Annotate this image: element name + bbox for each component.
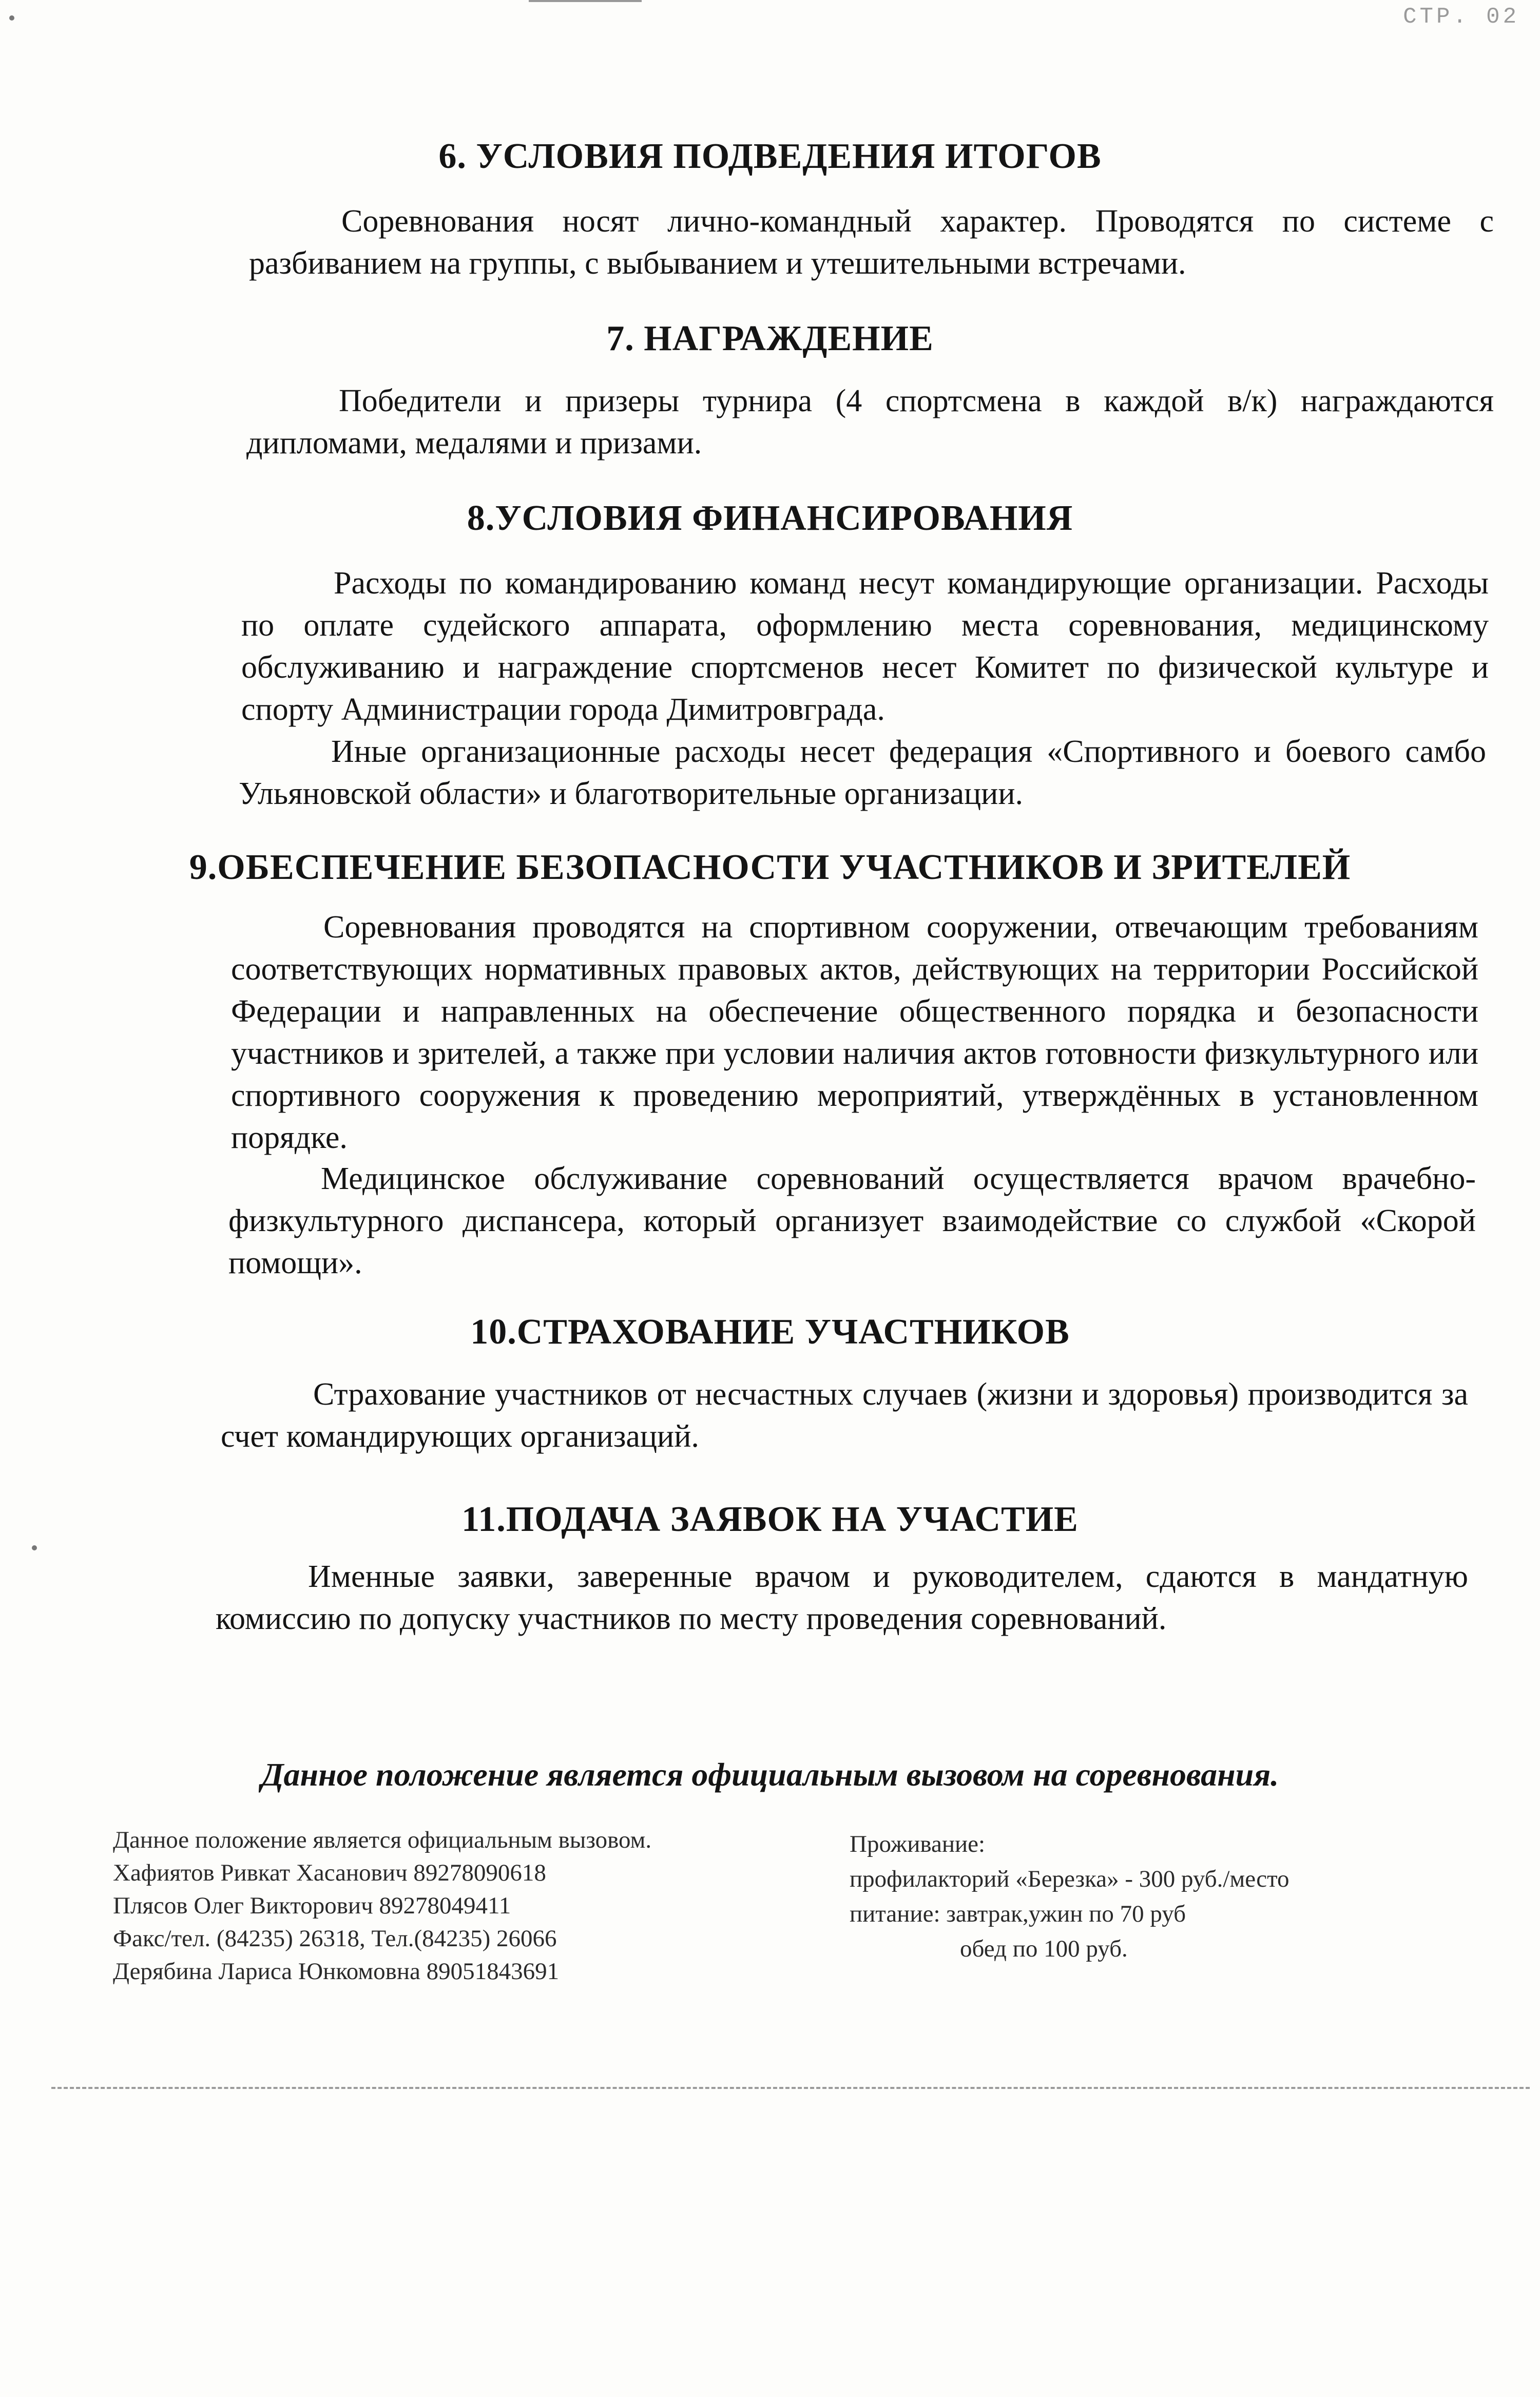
section-8-paragraph-1: Расходы по командированию команд несут командирующие организации. Расходы по оплате судейского аппарата, оформлению места соревнования, медицинскому обслуживанию и награждение спортсменов несет Комитет по физической культуре и спорту Администрации города Димитровграда.	[241, 566, 1489, 727]
lodging-line: питание: завтрак,ужин по 70 руб	[850, 1901, 1186, 1927]
contacts-line: Хафиятов Ривкат Хасанович 89278090618	[113, 1859, 546, 1886]
lodging-heading: Проживание:	[850, 1831, 986, 1857]
lodging-block	[850, 1827, 1289, 1966]
cut-line-divider	[51, 2087, 1530, 2089]
section-6-paragraph: Соревнования носят лично-командный характер. Проводятся по системе с разбиванием на группы, с выбыванием и утешительными встречами.	[249, 204, 1494, 281]
section-title-11: 11.ПОДАЧА ЗАЯВОК НА УЧАСТИЕ	[461, 1500, 1079, 1539]
section-11-paragraph: Именные заявки, заверенные врачом и руководителем, сдаются в мандатную комиссию по допуску участников по месту проведения соревнований.	[216, 1559, 1468, 1636]
section-7-paragraph: Победители и призеры турнира (4 спортсмена в каждой в/к) награждаются дипломами, медалями и призами.	[246, 383, 1494, 461]
lodging-line: обед по 100 руб.	[960, 1935, 1128, 1962]
contacts-line: Факс/тел. (84235) 26318, Тел.(84235) 26066	[113, 1925, 557, 1952]
contacts-block	[113, 1824, 651, 1988]
contacts-line: Плясов Олег Викторович 89278049411	[113, 1892, 511, 1919]
section-title-8: 8.УСЛОВИЯ ФИНАНСИРОВАНИЯ	[467, 498, 1073, 538]
lodging-line: профилакторий «Березка» - 300 руб./место	[850, 1866, 1289, 1892]
section-title-9: 9.ОБЕСПЕЧЕНИЕ БЕЗОПАСНОСТИ УЧАСТНИКОВ И ЗРИТЕЛЕЙ	[189, 848, 1351, 887]
contacts-line: Дерябина Лариса Юнкомовна 89051843691	[113, 1958, 560, 1985]
section-10-paragraph: Страхование участников от несчастных случаев (жизни и здоровья) производится за счет командирующих организаций.	[221, 1377, 1468, 1454]
section-9-paragraph-1: Соревнования проводятся на спортивном сооружении, отвечающим требованиям соответствующих нормативных правовых актов, действующих на территории Российской Федерации и направленных на обеспечение общественного порядка и безопасности участников и зрителей, а также при условии наличия актов готовности физкультурного или спортивного сооружения к проведению мероприятий, утверждённых в установленном порядке.	[231, 910, 1478, 1155]
page-number: СТР. 02	[1403, 4, 1519, 30]
scan-mark	[529, 0, 642, 2]
section-title-7: 7. НАГРАЖДЕНИЕ	[606, 319, 934, 358]
scan-speck	[9, 15, 14, 21]
official-invitation-statement: Данное положение является официальным вызовом на соревнования.	[261, 1756, 1279, 1793]
section-9-paragraph-2: Медицинское обслуживание соревнований осуществляется врачом врачебно-физкультурного диспансера, который организует взаимодействие со службой «Скорой помощи».	[228, 1161, 1476, 1280]
scan-speck	[32, 1545, 37, 1550]
section-8-paragraph-2: Иные организационные расходы несет федерация «Спортивного и боевого самбо Ульяновской области» и благотворительные организации.	[239, 734, 1486, 811]
section-title-6: 6. УСЛОВИЯ ПОДВЕДЕНИЯ ИТОГОВ	[438, 137, 1102, 176]
contacts-line: Данное положение является официальным вызовом.	[113, 1827, 652, 1853]
section-title-10: 10.СТРАХОВАНИЕ УЧАСТНИКОВ	[470, 1312, 1070, 1352]
